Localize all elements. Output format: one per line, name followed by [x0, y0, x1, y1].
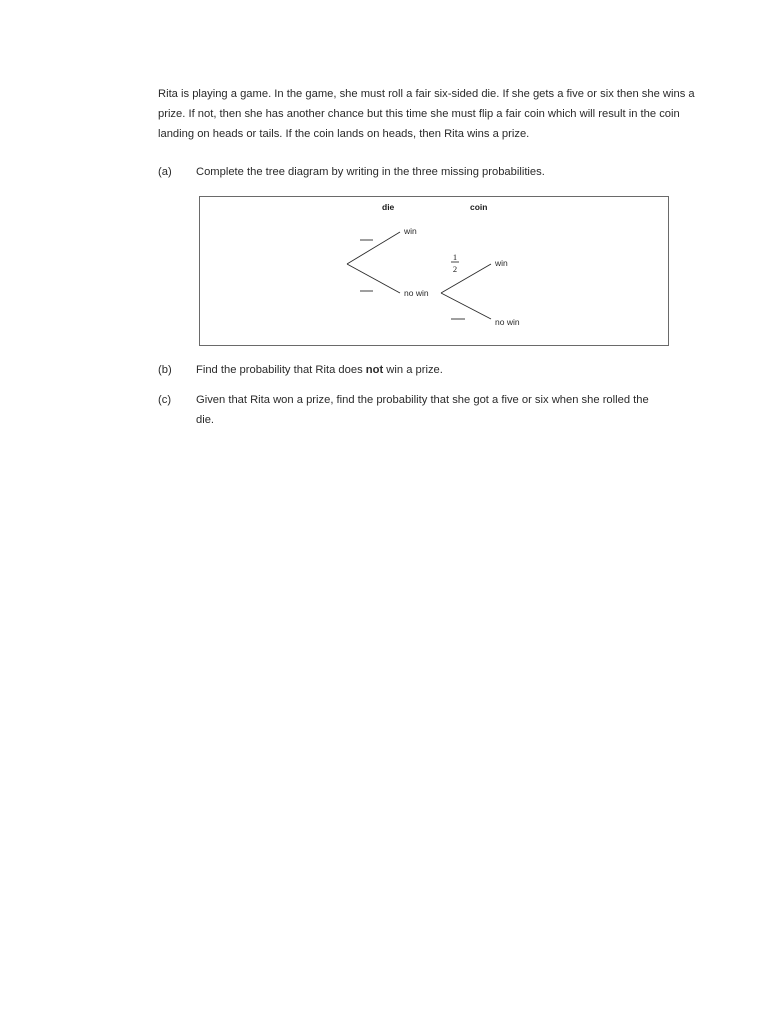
intro-line-3: landing on heads or tails. If the coin lands on heads, then Rita wins a prize.	[158, 128, 530, 140]
tree-diagram-svg	[200, 197, 670, 347]
coin-probability-denominator: 2	[452, 264, 458, 274]
question-a-line: Complete the tree diagram by writing in the three missing probabilities.	[196, 166, 545, 178]
coin-header: coin	[470, 202, 488, 212]
coin-win-label: win	[495, 258, 508, 268]
question-b-text-after: win a prize.	[383, 364, 443, 376]
question-b-label: (b)	[158, 364, 172, 376]
intro-line-1: Rita is playing a game. In the game, she must roll a fair six-sided die. If she gets a five or six then she wins a	[158, 88, 695, 100]
question-b-emphasis: not	[365, 364, 384, 376]
question-c-line-2: die.	[196, 414, 215, 426]
question-b-line	[196, 360, 676, 380]
question-c-line-1: Given that Rita won a prize, find the probability that she got a five or six when she rolled the	[196, 394, 649, 406]
coin-win-branch	[441, 264, 491, 293]
coin-no-win-label: no win	[495, 317, 520, 327]
intro-paragraph	[158, 84, 710, 144]
question-c-label: (c)	[158, 394, 172, 406]
coin-probability-numerator: 1	[452, 252, 458, 262]
die-no-win-label: no win	[404, 288, 429, 298]
die-win-branch	[347, 232, 400, 264]
tree-diagram	[199, 196, 669, 346]
coin-no-win-branch	[441, 293, 491, 319]
question-b-text-before: Find the probability that Rita does	[196, 364, 366, 376]
question-a-label: (a)	[158, 166, 172, 178]
question-c-text	[196, 390, 676, 430]
question-b-text	[196, 360, 676, 380]
die-win-label: win	[404, 226, 417, 236]
question-a-text	[196, 162, 676, 182]
die-no-win-branch	[347, 264, 400, 293]
intro-line-2: prize. If not, then she has another chance but this time she must flip a fair coin which will result in the coin	[158, 108, 680, 120]
die-header: die	[382, 202, 395, 212]
